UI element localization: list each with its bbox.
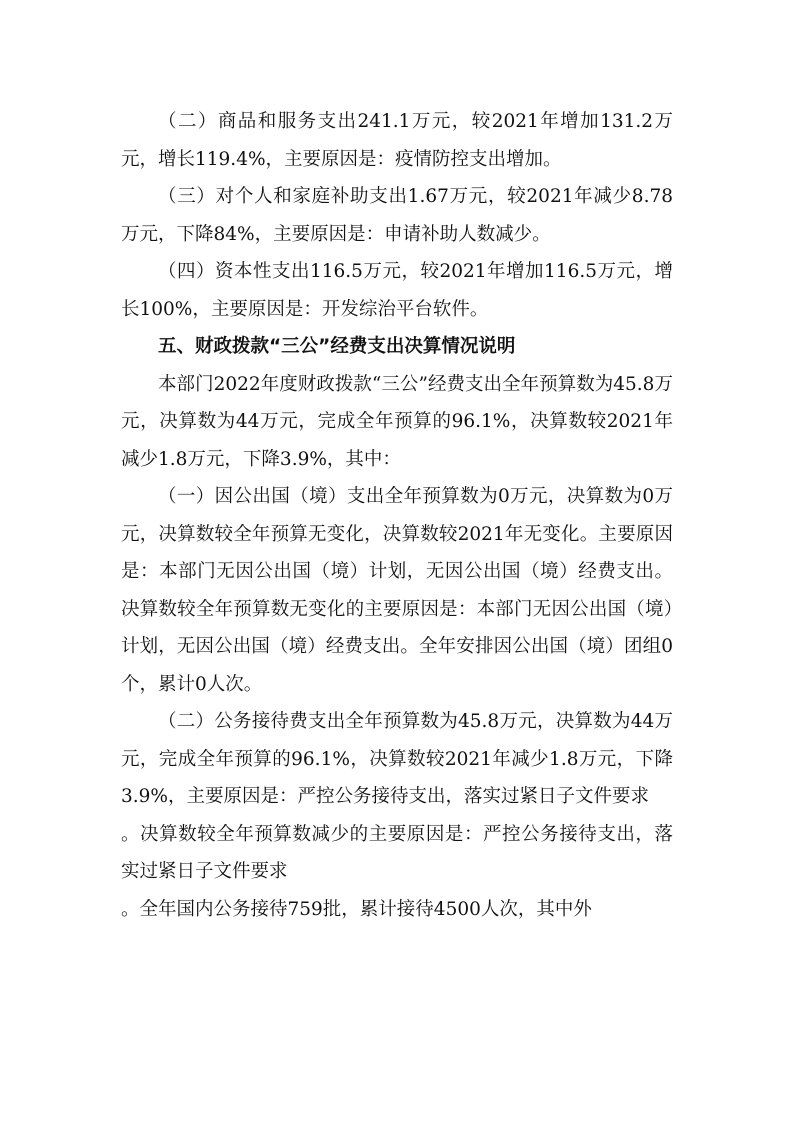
- paragraph-reception-count: 。全年国内公务接待759批，累计接待4500人次，其中外: [121, 898, 592, 920]
- paragraph-individual-household-subsidy: （三）对个人和家庭补助支出1.67万元，较2021年减少8.78万元，下降84%，主要原因是：申请补助人数减少。: [121, 186, 673, 245]
- document-body: [121, 103, 673, 928]
- paragraph-official-reception: （二）公务接待费支出全年预算数为45.8万元，决算数为44万元，完成全年预算的96.1%，决算数较2021年减少1.8万元，下降3.9%，主要原因是：严控公务接待支出，落实过紧日子文件要求: [121, 711, 673, 807]
- paragraph-three-public-summary: 本部门2022年度财政拨款“三公”经费支出全年预算数为45.8万元，决算数为44万元，完成全年预算的96.1%，决算数较2021年减少1.8万元，下降3.9%，其中：: [121, 373, 673, 470]
- section-heading-three-public-expenses: 五、财政拨款“三公”经费支出决算情况说明: [158, 336, 516, 357]
- paragraph-goods-services-expense: （二）商品和服务支出241.1万元，较2021年增加131.2万元，增长119.4%，主要原因是：疫情防控支出增加。: [121, 111, 673, 170]
- paragraph-overseas-travel: （一）因公出国（境）支出全年预算数为0万元，决算数为0万元，决算数较全年预算无变化，决算数较2021年无变化。主要原因是：本部门无因公出国（境）计划，无因公出国（境）经费支出。决算数较全年预算数无变化的主要原因是：本部门无因公出国（境）计划，无因公出国（境）经费支出。全年安排因公出国（境）团组0个，累计0人次。: [121, 486, 673, 695]
- paragraph-capital-expense: （四）资本性支出116.5万元，较2021年增加116.5万元，增长100%，主要原因是：开发综治平台软件。: [121, 261, 673, 320]
- paragraph-reception-reason: 。决算数较全年预算数减少的主要原因是：严控公务接待支出，落实过紧日子文件要求: [121, 823, 673, 882]
